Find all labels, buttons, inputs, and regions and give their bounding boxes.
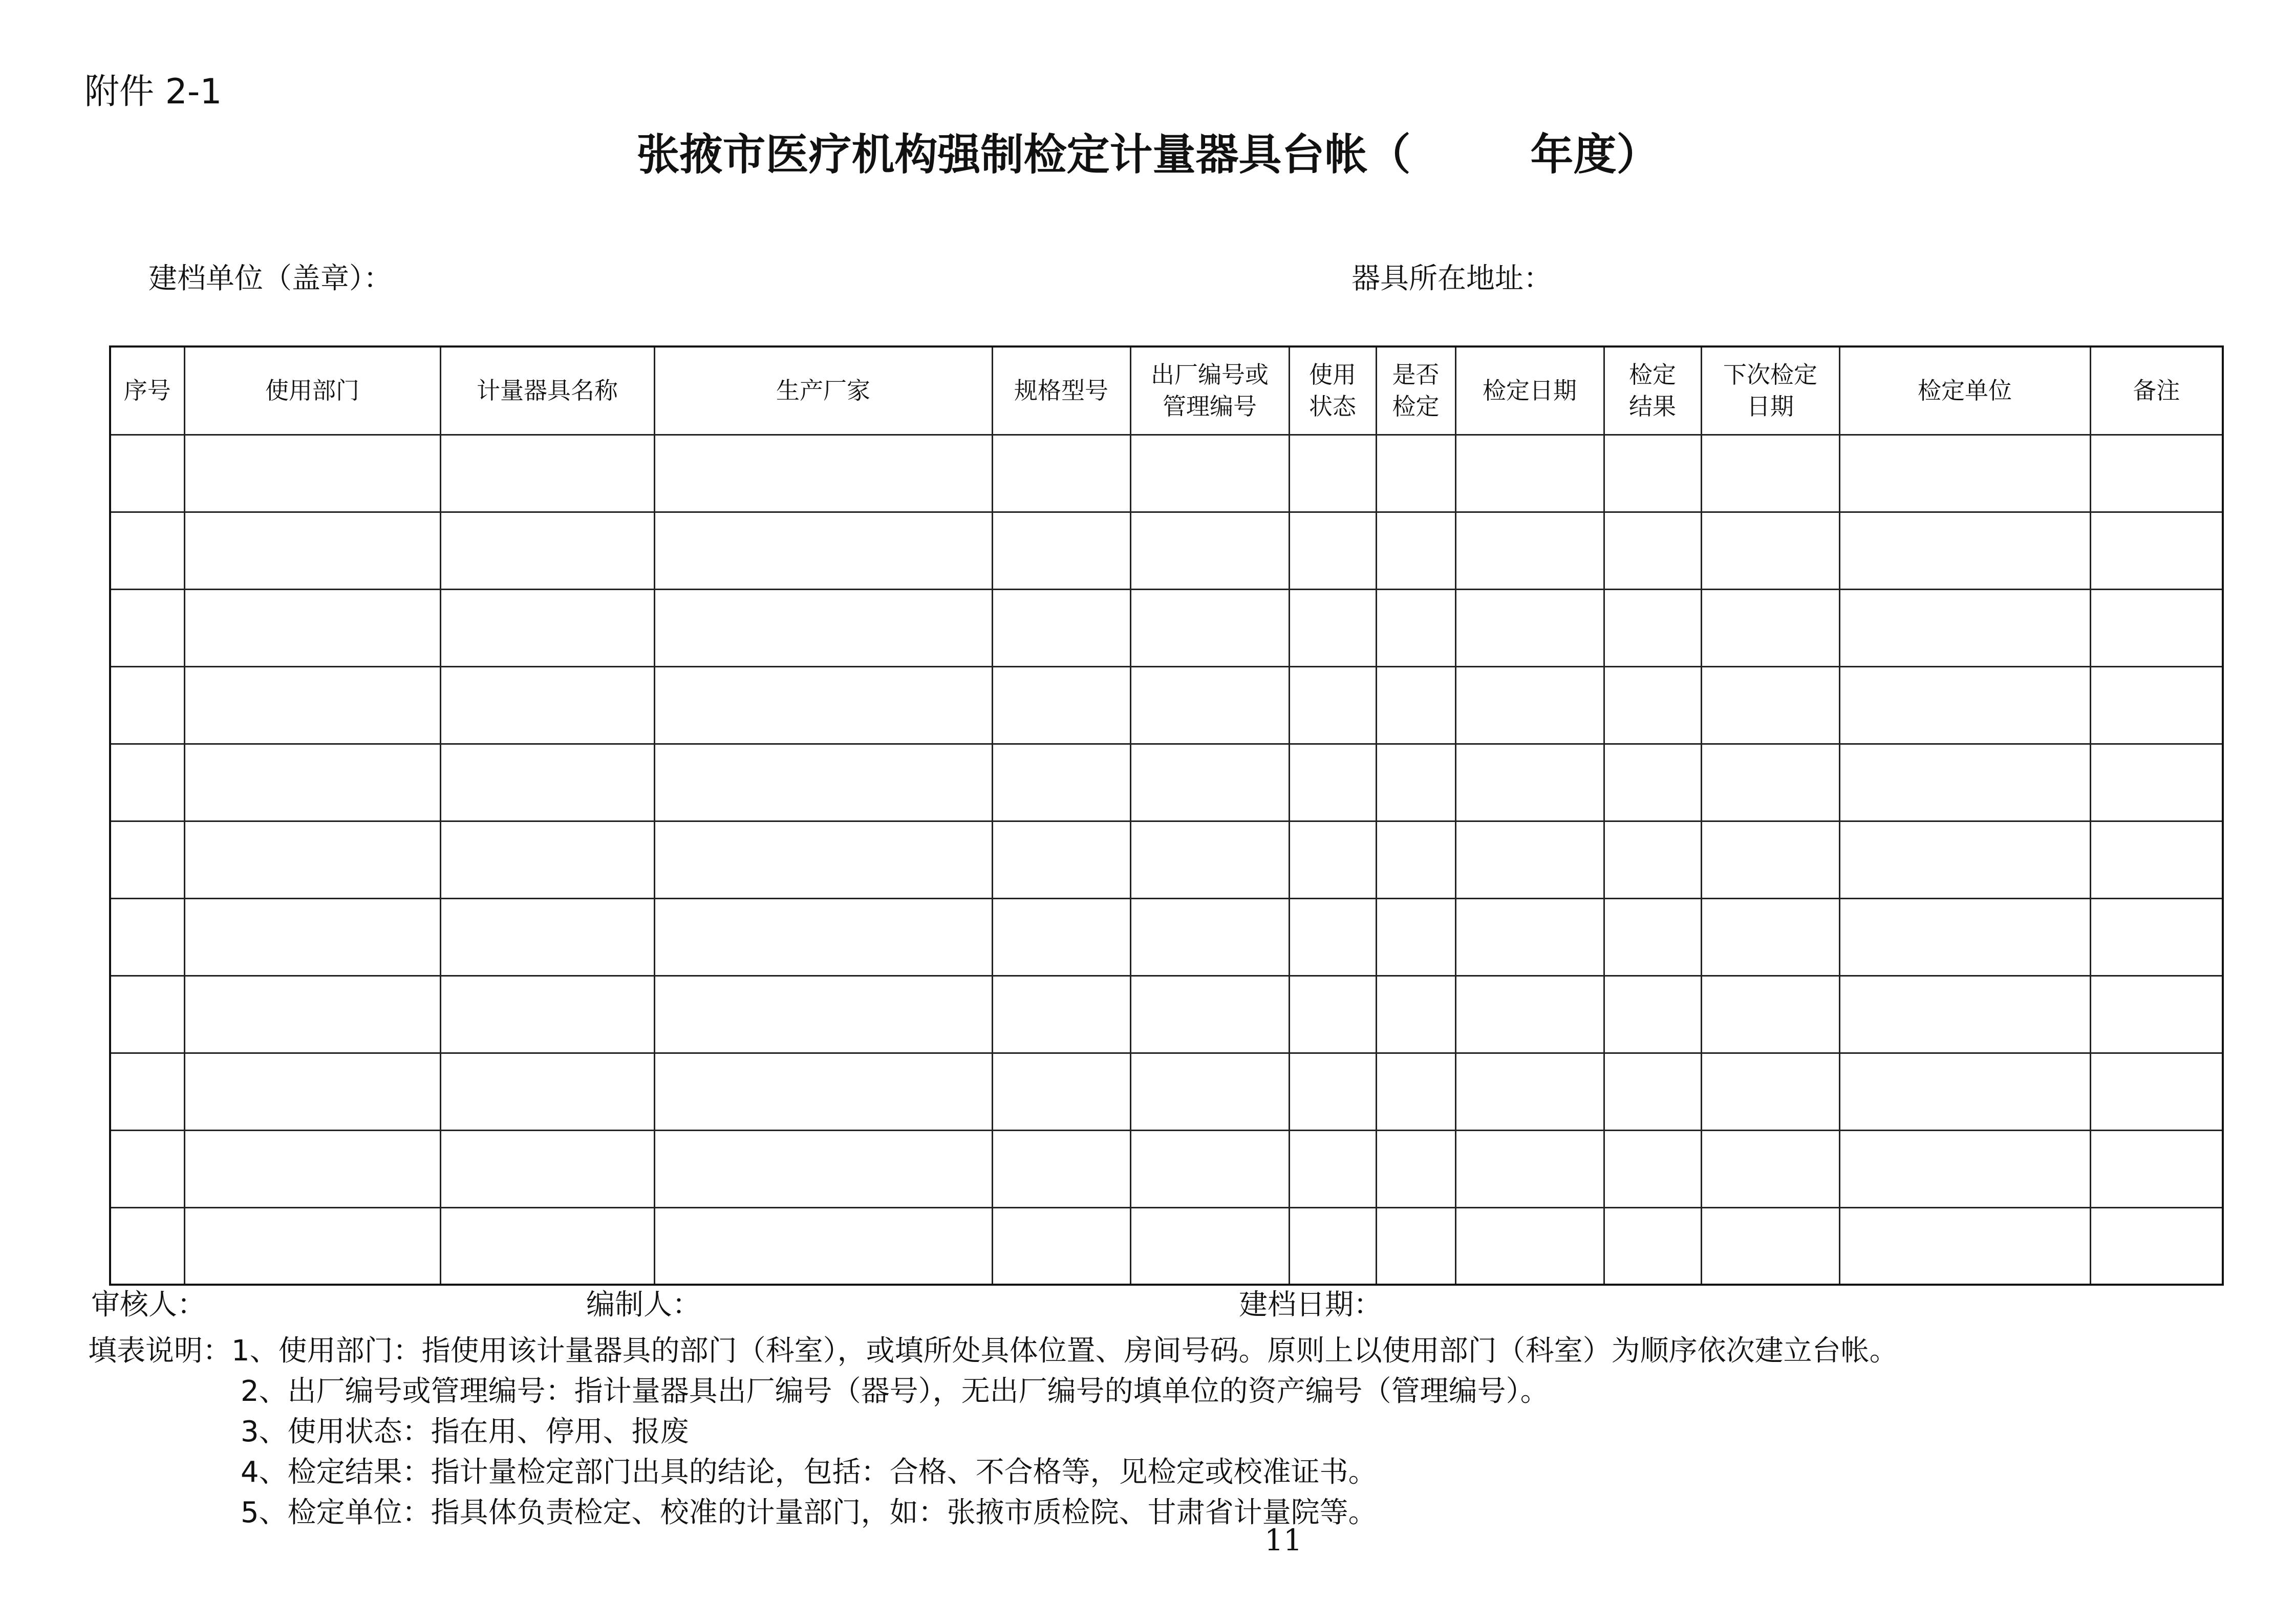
table-cell[interactable] [992,976,1130,1053]
table-cell[interactable] [1455,666,1604,744]
table-cell[interactable] [110,1130,184,1207]
table-cell[interactable] [2090,976,2223,1053]
table-cell[interactable] [1604,512,1701,589]
table-cell[interactable] [1289,512,1376,589]
column-header-line: 使用部门 [265,377,359,405]
table-cell[interactable] [1289,1207,1376,1285]
ledger-body [110,435,2223,1285]
table-cell[interactable] [1701,898,1839,976]
column-header-line: 检定日期 [1483,377,1577,405]
table-cell[interactable] [1130,976,1289,1053]
table-cell[interactable] [2090,512,2223,589]
table-row [110,744,2223,821]
table-cell[interactable] [1455,898,1604,976]
table-cell[interactable] [1604,976,1701,1053]
column-header-line: 检定单位 [1918,377,2012,405]
table-cell[interactable] [1455,821,1604,898]
table-cell[interactable] [2090,589,2223,666]
table-cell[interactable] [2090,821,2223,898]
table-cell[interactable] [1289,1053,1376,1130]
table-cell[interactable] [1839,1053,2090,1130]
table-cell[interactable] [1130,1053,1289,1130]
column-header-line: 序号 [123,377,171,405]
table-cell[interactable] [110,512,184,589]
table-cell[interactable] [2090,666,2223,744]
header-row [110,347,2223,435]
table-cell[interactable] [1839,666,2090,744]
compiler-label: 编制人： [586,1288,701,1322]
note-item-2: 2、出厂编号或管理编号：指计量器具出厂编号（器号），无出厂编号的填单位的资产编号（管理编号）。 [241,1375,1549,1408]
filing-unit-label: 建档单位（盖章）： [148,262,392,295]
column-header-line: 生产厂家 [776,377,870,405]
table-cell[interactable] [654,898,992,976]
table-cell[interactable] [440,512,654,589]
table-cell[interactable] [1604,821,1701,898]
table-cell[interactable] [1701,589,1839,666]
table-cell[interactable] [184,744,440,821]
table-cell[interactable] [1130,821,1289,898]
table-cell[interactable] [110,435,184,512]
column-header-line: 检定 [1392,393,1440,421]
column-header-line: 管理编号 [1163,393,1257,421]
table-cell[interactable] [1701,1207,1839,1285]
column-header [1455,347,1604,435]
table-row [110,821,2223,898]
table-cell[interactable] [1289,666,1376,744]
table-row [110,976,2223,1053]
page-number: 11 [1264,1523,1302,1557]
note-item-3: 3、使用状态：指在用、停用、报废 [241,1415,689,1448]
table-cell[interactable] [654,1053,992,1130]
table-cell[interactable] [1839,976,2090,1053]
table-cell[interactable] [1376,1053,1455,1130]
table-cell[interactable] [110,1207,184,1285]
attachment-label: 附件 2-1 [84,72,222,112]
table-row [110,1207,2223,1285]
table-cell[interactable] [184,666,440,744]
equipment-address-label: 器具所在地址： [1351,262,1552,295]
table-cell[interactable] [184,512,440,589]
table-cell[interactable] [1701,744,1839,821]
ledger-table [109,345,2224,1286]
table-cell[interactable] [1839,898,2090,976]
table-cell[interactable] [2090,1207,2223,1285]
table-cell[interactable] [1839,1207,2090,1285]
table-cell[interactable] [1289,589,1376,666]
table-cell[interactable] [2090,744,2223,821]
table-cell[interactable] [1701,1053,1839,1130]
column-header [184,347,440,435]
table-cell[interactable] [1289,976,1376,1053]
table-cell[interactable] [1289,1130,1376,1207]
table-cell[interactable] [1376,666,1455,744]
table-cell[interactable] [184,898,440,976]
table-cell[interactable] [440,589,654,666]
table-cell[interactable] [1701,976,1839,1053]
table-row [110,1130,2223,1207]
table-cell[interactable] [992,666,1130,744]
table-cell[interactable] [1604,589,1701,666]
table-cell[interactable] [1130,1207,1289,1285]
table-cell[interactable] [1455,512,1604,589]
table-cell[interactable] [1701,512,1839,589]
table-cell[interactable] [184,1130,440,1207]
page-title: 张掖市医疗机构强制检定计量器具台帐（ 年度） [636,129,1660,180]
table-cell[interactable] [1455,1130,1604,1207]
table-cell[interactable] [1376,976,1455,1053]
column-header-line: 状态 [1309,393,1356,421]
table-cell[interactable] [1455,1207,1604,1285]
table-cell[interactable] [1604,666,1701,744]
table-cell[interactable] [992,1207,1130,1285]
table-cell[interactable] [1701,435,1839,512]
table-cell[interactable] [1455,589,1604,666]
table-cell[interactable] [1701,1130,1839,1207]
table-cell[interactable] [440,1130,654,1207]
column-header [1289,347,1376,435]
table-cell[interactable] [1604,1207,1701,1285]
table-cell[interactable] [1130,666,1289,744]
table-cell[interactable] [654,1130,992,1207]
table-row [110,1053,2223,1130]
table-cell[interactable] [2090,1053,2223,1130]
table-cell[interactable] [440,976,654,1053]
table-cell[interactable] [1604,898,1701,976]
table-cell[interactable] [184,1053,440,1130]
column-header-line: 出厂编号或 [1151,361,1269,389]
column-header [1839,347,2090,435]
reviewer-label: 审核人： [91,1288,206,1322]
table-cell[interactable] [992,898,1130,976]
table-cell[interactable] [110,976,184,1053]
note-item-1: 1、使用部门：指使用该计量器具的部门（科室），或填所处具体位置、房间号码。原则上以使用部门（科室）为顺序依次建立台帐。 [231,1334,1898,1368]
column-header-line: 结果 [1629,393,1676,421]
table-cell[interactable] [184,821,440,898]
table-cell[interactable] [110,666,184,744]
column-header [1604,347,1701,435]
table-cell[interactable] [440,1053,654,1130]
table-cell[interactable] [1455,435,1604,512]
column-header [654,347,992,435]
table-cell[interactable] [654,976,992,1053]
table-cell[interactable] [1604,435,1701,512]
column-header [110,347,184,435]
table-cell[interactable] [992,1130,1130,1207]
table-cell[interactable] [440,744,654,821]
table-cell[interactable] [1130,744,1289,821]
table-cell[interactable] [1839,1130,2090,1207]
column-header-line: 下次检定 [1723,361,1817,389]
table-cell[interactable] [1376,744,1455,821]
table-cell[interactable] [654,512,992,589]
table-cell[interactable] [184,1207,440,1285]
table-cell[interactable] [654,666,992,744]
table-cell[interactable] [110,898,184,976]
table-cell[interactable] [1701,821,1839,898]
column-header [1701,347,1839,435]
table-cell[interactable] [1604,744,1701,821]
table-cell[interactable] [654,589,992,666]
table-cell[interactable] [1130,512,1289,589]
table-cell[interactable] [1839,744,2090,821]
column-header [440,347,654,435]
column-header [1376,347,1455,435]
table-row [110,898,2223,976]
table-cell[interactable] [992,512,1130,589]
table-cell[interactable] [654,821,992,898]
table-cell[interactable] [2090,1130,2223,1207]
table-cell[interactable] [110,821,184,898]
table-cell[interactable] [440,666,654,744]
column-header-line: 日期 [1747,393,1794,421]
table-cell[interactable] [1701,666,1839,744]
note-line-1 [88,1331,1898,1371]
table-cell[interactable] [184,435,440,512]
table-cell[interactable] [440,898,654,976]
table-cell[interactable] [1604,1130,1701,1207]
filing-date-label: 建档日期： [1239,1288,1382,1322]
table-cell[interactable] [1289,898,1376,976]
table-cell[interactable] [1455,976,1604,1053]
note-item-4: 4、检定结果：指计量检定部门出具的结论，包括：合格、不合格等，见检定或校准证书。 [241,1456,1377,1489]
table-cell[interactable] [1376,898,1455,976]
notes-lead: 填表说明： [88,1334,231,1368]
table-cell[interactable] [1130,1130,1289,1207]
filling-instructions [88,1331,1898,1533]
table-row [110,512,2223,589]
table-cell[interactable] [1839,435,2090,512]
table-cell[interactable] [992,821,1130,898]
table-cell[interactable] [184,976,440,1053]
table-cell[interactable] [654,435,992,512]
table-cell[interactable] [440,1207,654,1285]
column-header-line: 规格型号 [1014,377,1108,405]
table-cell[interactable] [654,1207,992,1285]
table-cell[interactable] [2090,898,2223,976]
column-header [992,347,1130,435]
table-cell[interactable] [1130,898,1289,976]
table-cell[interactable] [440,435,654,512]
table-cell[interactable] [1376,821,1455,898]
table-cell[interactable] [1839,821,2090,898]
table-cell[interactable] [440,821,654,898]
table-row [110,666,2223,744]
table-row [110,435,2223,512]
table-cell[interactable] [992,1053,1130,1130]
table-cell[interactable] [992,744,1130,821]
table-cell[interactable] [1604,1053,1701,1130]
table-cell[interactable] [1376,1207,1455,1285]
table-cell[interactable] [110,744,184,821]
note-item-5: 5、检定单位：指具体负责检定、校准的计量部门，如：张掖市质检院、甘肃省计量院等。 [241,1496,1377,1529]
column-header-line: 检定 [1629,361,1676,389]
column-header-line: 使用 [1309,361,1356,389]
table-row [110,589,2223,666]
table-cell[interactable] [992,435,1130,512]
column-header-line: 是否 [1392,361,1440,389]
table-cell[interactable] [1289,435,1376,512]
column-header-line: 计量器具名称 [477,377,618,405]
table-cell[interactable] [1376,1130,1455,1207]
table-cell[interactable] [110,1053,184,1130]
table-cell[interactable] [1455,1053,1604,1130]
table-cell[interactable] [1376,435,1455,512]
column-header [2090,347,2223,435]
table-cell[interactable] [992,589,1130,666]
column-header [1130,347,1289,435]
table-cell[interactable] [184,589,440,666]
table-cell[interactable] [2090,435,2223,512]
table-cell[interactable] [1289,821,1376,898]
table-cell[interactable] [1130,435,1289,512]
table-cell[interactable] [1839,589,2090,666]
table-cell[interactable] [1376,589,1455,666]
table-cell[interactable] [1289,744,1376,821]
table-cell[interactable] [1130,589,1289,666]
table-cell[interactable] [1376,512,1455,589]
table-cell[interactable] [1455,744,1604,821]
table-cell[interactable] [1839,512,2090,589]
table-cell[interactable] [654,744,992,821]
column-header-line: 备注 [2133,377,2180,405]
table-cell[interactable] [110,589,184,666]
